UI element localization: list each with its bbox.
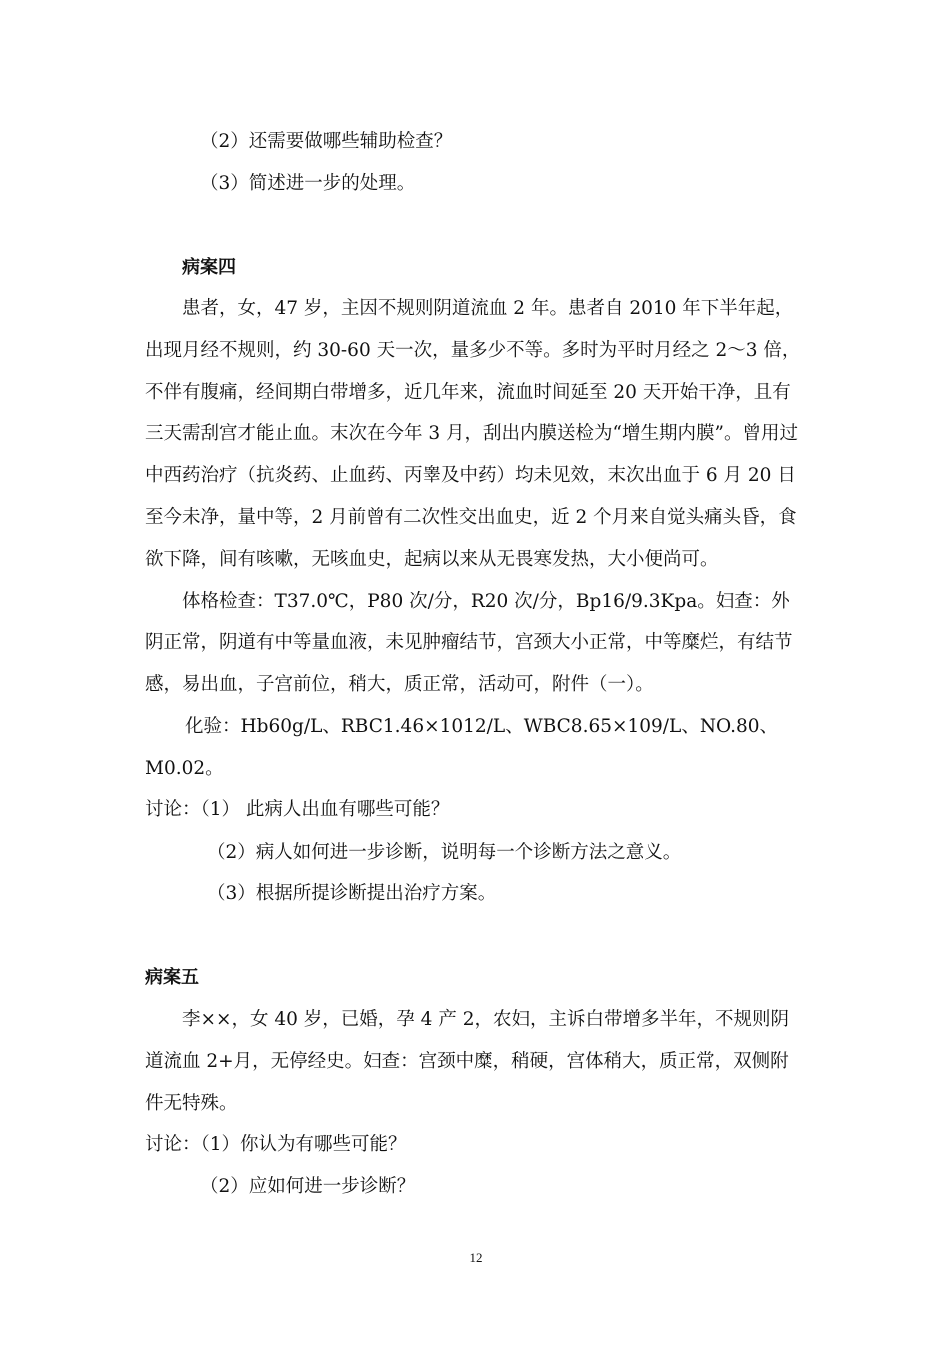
case4-lab-line: 化验：Hb60g/L、RBC1.46×1012/L、WBC8.65×109/L、NO.80、: [185, 716, 779, 737]
case4-exam-line: 感，易出血，子宫前位，稍大，质正常，活动可，附件（一）。: [145, 674, 654, 695]
page-number: 12: [469, 1250, 483, 1265]
case4-discussion-2: （2）病人如何进一步诊断，说明每一个诊断方法之意义。: [207, 842, 682, 863]
case4-history-line: 患者，女，47 岁，主因不规则阴道流血 2 年。患者自 2010 年下半年起，: [182, 298, 794, 319]
case4-discussion-3: （3）根据所提诊断提出治疗方案。: [207, 883, 497, 904]
case4-exam-line: 体格检查：T37.0℃，P80 次/分，R20 次/分，Bp16/9.3Kpa。妇查：外: [182, 591, 790, 612]
case4-lab-line: M0.02。: [145, 758, 224, 779]
case4-history-line: 至今未净，量中等，2 月前曾有二次性交出血史，近 2 个月来自觉头痛头昏，食: [145, 507, 797, 528]
case5-history-line: 李××，女 40 岁，已婚，孕 4 产 2，农妇，主诉白带增多半年，不规则阴: [182, 1009, 789, 1030]
case4-history-line: 不伴有腹痛，经间期白带增多，近几年来，流血时间延至 20 天开始干净，且有: [145, 382, 791, 403]
case5-history-line: 道流血 2+月，无停经史。妇查：宫颈中糜，稍硬，宫体稍大，质正常，双侧附: [145, 1051, 789, 1072]
case5-discussion-2: （2）应如何进一步诊断？: [200, 1176, 416, 1197]
case5-title: 病案五: [145, 967, 199, 988]
case4-title: 病案四: [182, 257, 236, 278]
case4-history-line: 出现月经不规则，约 30-60 天一次，量多少不等。多时为平时月经之 2～3 倍，: [145, 340, 801, 361]
prev-question-3: （3）简述进一步的处理。: [200, 173, 416, 194]
case5-discussion-1: 讨论：（1）你认为有哪些可能？: [145, 1134, 407, 1155]
case4-exam-line: 阴正常，阴道有中等量血液，未见肿瘤结节，宫颈大小正常，中等糜烂，有结节: [145, 632, 793, 653]
case4-history-line: 三天需刮宫才能止血。末次在今年 3 月，刮出内膜送检为“增生期内膜”。曾用过: [145, 423, 798, 444]
case4-history-line: 中西药治疗（抗炎药、止血药、丙睾及中药）均未见效，末次出血于 6 月 20 日: [145, 465, 796, 486]
case4-discussion-1: 讨论：（1） 此病人出血有哪些可能？: [145, 799, 450, 820]
case4-history-line: 欲下降，间有咳嗽，无咳血史，起病以来从无畏寒发热，大小便尚可。: [145, 549, 719, 570]
prev-question-2: （2）还需要做哪些辅助检查？: [200, 131, 453, 152]
case5-history-line: 件无特殊。: [145, 1093, 238, 1114]
